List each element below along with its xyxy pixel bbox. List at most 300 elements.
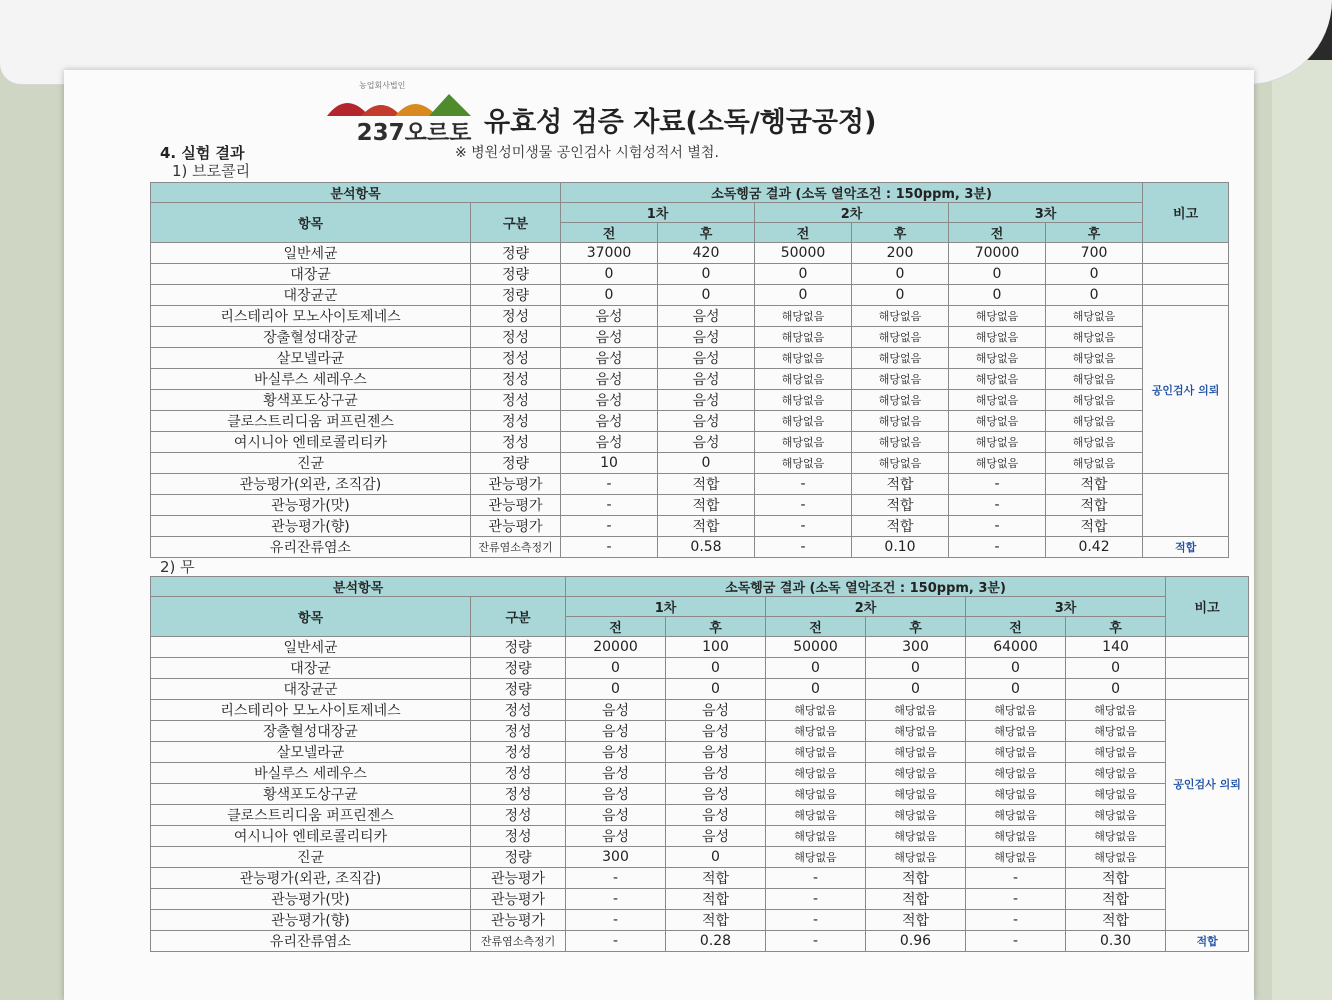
value-cell: 음성 bbox=[566, 721, 666, 742]
category-cell: 정량 bbox=[471, 264, 561, 285]
value-cell: 음성 bbox=[666, 805, 766, 826]
analysis-header: 분석항목 bbox=[151, 183, 561, 203]
item-cell: 유리잔류염소 bbox=[151, 537, 471, 558]
value-cell: 해당없음 bbox=[866, 721, 966, 742]
value-cell: 해당없음 bbox=[866, 700, 966, 721]
value-cell: 음성 bbox=[658, 390, 755, 411]
value-cell: 적합 bbox=[1046, 495, 1143, 516]
category-cell: 정성 bbox=[471, 432, 561, 453]
item-cell: 바실루스 세레우스 bbox=[151, 369, 471, 390]
table-row bbox=[151, 679, 1249, 700]
before-header: 전 bbox=[566, 617, 666, 637]
value-cell: 0 bbox=[666, 658, 766, 679]
item-cell: 클로스트리디움 퍼프린젠스 bbox=[151, 411, 471, 432]
table-row bbox=[151, 432, 1229, 453]
value-cell: 음성 bbox=[566, 826, 666, 847]
value-cell: 37000 bbox=[561, 243, 658, 264]
category-cell: 정량 bbox=[471, 453, 561, 474]
value-cell: - bbox=[566, 931, 666, 952]
value-cell: 해당없음 bbox=[1066, 721, 1166, 742]
value-cell: 해당없음 bbox=[966, 700, 1066, 721]
value-cell: - bbox=[561, 474, 658, 495]
value-cell: 음성 bbox=[566, 742, 666, 763]
attachment-note: ※ 병원성미생물 공인검사 시험성적서 별첨. bbox=[455, 145, 719, 161]
item-cell: 살모넬라균 bbox=[151, 348, 471, 369]
table-row bbox=[151, 868, 1249, 889]
after-header: 후 bbox=[852, 223, 949, 243]
category-cell: 정량 bbox=[471, 285, 561, 306]
category-cell: 정성 bbox=[471, 327, 561, 348]
value-cell: 해당없음 bbox=[949, 390, 1046, 411]
value-cell: - bbox=[949, 537, 1046, 558]
value-cell: 해당없음 bbox=[766, 742, 866, 763]
value-cell: 해당없음 bbox=[852, 327, 949, 348]
remark-cell bbox=[1166, 679, 1249, 700]
round2-header: 2차 bbox=[766, 597, 966, 617]
table-row bbox=[151, 763, 1249, 784]
value-cell: 해당없음 bbox=[966, 784, 1066, 805]
value-cell: 10 bbox=[561, 453, 658, 474]
remark-cell bbox=[1166, 637, 1249, 658]
value-cell: 음성 bbox=[561, 411, 658, 432]
value-cell: - bbox=[566, 868, 666, 889]
value-cell: 해당없음 bbox=[966, 721, 1066, 742]
value-cell: - bbox=[755, 537, 852, 558]
value-cell: 음성 bbox=[561, 369, 658, 390]
value-cell: 음성 bbox=[666, 721, 766, 742]
before-header: 전 bbox=[561, 223, 658, 243]
value-cell: 해당없음 bbox=[1066, 700, 1166, 721]
logo-text: 237오르토 bbox=[356, 120, 472, 146]
round3-header: 3차 bbox=[949, 203, 1143, 223]
value-cell: 해당없음 bbox=[866, 784, 966, 805]
value-cell: 해당없음 bbox=[852, 411, 949, 432]
value-cell: 해당없음 bbox=[1046, 327, 1143, 348]
value-cell: 해당없음 bbox=[766, 805, 866, 826]
value-cell: 해당없음 bbox=[1066, 763, 1166, 784]
category-cell: 정성 bbox=[471, 390, 561, 411]
value-cell: - bbox=[561, 516, 658, 537]
value-cell: 해당없음 bbox=[1066, 826, 1166, 847]
item-cell: 관능평가(향) bbox=[151, 910, 471, 931]
table-row bbox=[151, 637, 1249, 658]
value-cell: 음성 bbox=[658, 369, 755, 390]
result-header: 소독헹굼 결과 (소독 열악조건 : 150ppm, 3분) bbox=[561, 183, 1143, 203]
table-row bbox=[151, 537, 1229, 558]
item-cell: 일반세균 bbox=[151, 637, 471, 658]
value-cell: 음성 bbox=[566, 805, 666, 826]
item-cell: 대장균군 bbox=[151, 679, 471, 700]
remark-cell bbox=[1166, 868, 1249, 931]
item-cell: 관능평가(외관, 조직감) bbox=[151, 474, 471, 495]
result-header: 소독헹굼 결과 (소독 열악조건 : 150ppm, 3분) bbox=[566, 577, 1166, 597]
value-cell: 해당없음 bbox=[852, 369, 949, 390]
table-row bbox=[151, 784, 1249, 805]
value-cell: 해당없음 bbox=[949, 327, 1046, 348]
value-cell: 100 bbox=[666, 637, 766, 658]
table-row bbox=[151, 453, 1229, 474]
value-cell: 해당없음 bbox=[755, 306, 852, 327]
value-cell: 해당없음 bbox=[755, 390, 852, 411]
value-cell: 음성 bbox=[658, 411, 755, 432]
value-cell: 음성 bbox=[561, 306, 658, 327]
value-cell: 0 bbox=[1046, 264, 1143, 285]
value-cell: 해당없음 bbox=[755, 411, 852, 432]
value-cell: 0 bbox=[966, 679, 1066, 700]
item-cell: 진균 bbox=[151, 847, 471, 868]
before-header: 전 bbox=[755, 223, 852, 243]
after-header: 후 bbox=[1046, 223, 1143, 243]
value-cell: - bbox=[949, 495, 1046, 516]
item-cell: 일반세균 bbox=[151, 243, 471, 264]
table-row bbox=[151, 658, 1249, 679]
value-cell: 0.58 bbox=[658, 537, 755, 558]
value-cell: 해당없음 bbox=[949, 411, 1046, 432]
value-cell: 0 bbox=[755, 285, 852, 306]
value-cell: 50000 bbox=[766, 637, 866, 658]
category-cell: 관능평가 bbox=[471, 910, 566, 931]
value-cell: - bbox=[566, 910, 666, 931]
value-cell: 0 bbox=[658, 285, 755, 306]
value-cell: 해당없음 bbox=[866, 742, 966, 763]
value-cell: 해당없음 bbox=[852, 306, 949, 327]
value-cell: 해당없음 bbox=[766, 700, 866, 721]
value-cell: 해당없음 bbox=[1046, 306, 1143, 327]
table-row bbox=[151, 721, 1249, 742]
item-cell: 진균 bbox=[151, 453, 471, 474]
item-header: 항목 bbox=[151, 203, 471, 243]
value-cell: 해당없음 bbox=[949, 453, 1046, 474]
value-cell: 해당없음 bbox=[766, 763, 866, 784]
category-cell: 정성 bbox=[471, 700, 566, 721]
value-cell: 해당없음 bbox=[852, 348, 949, 369]
value-cell: 적합 bbox=[1046, 516, 1143, 537]
item-cell: 관능평가(향) bbox=[151, 516, 471, 537]
value-cell: 해당없음 bbox=[966, 763, 1066, 784]
value-cell: 해당없음 bbox=[755, 432, 852, 453]
category-cell: 관능평가 bbox=[471, 474, 561, 495]
value-cell: 0 bbox=[561, 285, 658, 306]
value-cell: 해당없음 bbox=[766, 847, 866, 868]
after-header: 후 bbox=[1066, 617, 1166, 637]
category-cell: 정성 bbox=[471, 784, 566, 805]
remark-ok-cell: 적합 bbox=[1143, 537, 1229, 558]
value-cell: 해당없음 bbox=[866, 763, 966, 784]
table-row bbox=[151, 243, 1229, 264]
before-header: 전 bbox=[966, 617, 1066, 637]
value-cell: 0 bbox=[666, 679, 766, 700]
value-cell: 해당없음 bbox=[755, 327, 852, 348]
value-cell: 해당없음 bbox=[1066, 805, 1166, 826]
value-cell: 0.10 bbox=[852, 537, 949, 558]
value-cell: 적합 bbox=[666, 910, 766, 931]
remark-lab-cell: 공인검사 의뢰 bbox=[1166, 700, 1249, 868]
value-cell: 음성 bbox=[658, 306, 755, 327]
value-cell: 적합 bbox=[852, 474, 949, 495]
remark-cell bbox=[1143, 285, 1229, 306]
value-cell: 음성 bbox=[566, 784, 666, 805]
value-cell: 50000 bbox=[755, 243, 852, 264]
value-cell: 해당없음 bbox=[766, 784, 866, 805]
value-cell: 음성 bbox=[666, 784, 766, 805]
before-header: 전 bbox=[766, 617, 866, 637]
value-cell: 64000 bbox=[966, 637, 1066, 658]
item-cell: 장출혈성대장균 bbox=[151, 327, 471, 348]
value-cell: 0 bbox=[1066, 658, 1166, 679]
value-cell: 해당없음 bbox=[1066, 742, 1166, 763]
remark-cell bbox=[1166, 658, 1249, 679]
value-cell: 음성 bbox=[566, 700, 666, 721]
value-cell: 해당없음 bbox=[1046, 369, 1143, 390]
category-cell: 정성 bbox=[471, 805, 566, 826]
item-cell: 여시니아 엔테로콜리티카 bbox=[151, 432, 471, 453]
value-cell: - bbox=[766, 868, 866, 889]
table-row bbox=[151, 742, 1249, 763]
subsection-broccoli: 1) 브로콜리 bbox=[172, 162, 251, 180]
value-cell: 적합 bbox=[866, 889, 966, 910]
remark-cell bbox=[1143, 474, 1229, 537]
remark-cell bbox=[1143, 264, 1229, 285]
value-cell: 20000 bbox=[566, 637, 666, 658]
category-cell: 관능평가 bbox=[471, 516, 561, 537]
after-header: 후 bbox=[866, 617, 966, 637]
value-cell: 해당없음 bbox=[1046, 411, 1143, 432]
table-row bbox=[151, 931, 1249, 952]
value-cell: 음성 bbox=[561, 327, 658, 348]
table-row bbox=[151, 910, 1249, 931]
item-cell: 여시니아 엔테로콜리티카 bbox=[151, 826, 471, 847]
value-cell: 음성 bbox=[561, 432, 658, 453]
category-cell: 정량 bbox=[471, 637, 566, 658]
value-cell: - bbox=[561, 537, 658, 558]
value-cell: 해당없음 bbox=[766, 826, 866, 847]
table-row bbox=[151, 327, 1229, 348]
value-cell: 해당없음 bbox=[966, 847, 1066, 868]
item-cell: 관능평가(맛) bbox=[151, 889, 471, 910]
value-cell: 300 bbox=[566, 847, 666, 868]
category-cell: 잔류염소측정기 bbox=[471, 931, 566, 952]
logo-small-text: 농업회사법인 bbox=[359, 81, 406, 90]
value-cell: 음성 bbox=[658, 348, 755, 369]
value-cell: - bbox=[966, 910, 1066, 931]
value-cell: 0 bbox=[766, 679, 866, 700]
table-row bbox=[151, 285, 1229, 306]
value-cell: 0.28 bbox=[666, 931, 766, 952]
value-cell: 200 bbox=[852, 243, 949, 264]
round1-header: 1차 bbox=[566, 597, 766, 617]
value-cell: 해당없음 bbox=[866, 826, 966, 847]
value-cell: - bbox=[766, 931, 866, 952]
value-cell: - bbox=[949, 516, 1046, 537]
value-cell: 해당없음 bbox=[866, 805, 966, 826]
table-row bbox=[151, 826, 1249, 847]
value-cell: 해당없음 bbox=[852, 453, 949, 474]
value-cell: 300 bbox=[866, 637, 966, 658]
value-cell: 해당없음 bbox=[966, 826, 1066, 847]
round3-header: 3차 bbox=[966, 597, 1166, 617]
value-cell: 0 bbox=[866, 658, 966, 679]
value-cell: - bbox=[566, 889, 666, 910]
value-cell: 음성 bbox=[666, 826, 766, 847]
item-header: 항목 bbox=[151, 597, 471, 637]
value-cell: 음성 bbox=[566, 763, 666, 784]
remark-lab-cell: 공인검사 의뢰 bbox=[1143, 306, 1229, 474]
value-cell: 적합 bbox=[1066, 868, 1166, 889]
value-cell: - bbox=[561, 495, 658, 516]
value-cell: 해당없음 bbox=[949, 432, 1046, 453]
value-cell: 음성 bbox=[666, 742, 766, 763]
item-cell: 장출혈성대장균 bbox=[151, 721, 471, 742]
binder-edge bbox=[1272, 60, 1332, 1000]
table-row bbox=[151, 495, 1229, 516]
page-title: 유효성 검증 자료(소독/헹굼공정) bbox=[484, 107, 877, 138]
value-cell: 0 bbox=[566, 679, 666, 700]
item-cell: 관능평가(맛) bbox=[151, 495, 471, 516]
value-cell: 140 bbox=[1066, 637, 1166, 658]
value-cell: 음성 bbox=[666, 763, 766, 784]
remark-ok-cell: 적합 bbox=[1166, 931, 1249, 952]
value-cell: 0 bbox=[866, 679, 966, 700]
category-cell: 정량 bbox=[471, 847, 566, 868]
value-cell: 해당없음 bbox=[966, 742, 1066, 763]
value-cell: 해당없음 bbox=[852, 432, 949, 453]
after-header: 후 bbox=[666, 617, 766, 637]
value-cell: 적합 bbox=[666, 868, 766, 889]
category-cell: 정량 bbox=[471, 658, 566, 679]
value-cell: 적합 bbox=[852, 495, 949, 516]
value-cell: 적합 bbox=[866, 910, 966, 931]
item-cell: 클로스트리디움 퍼프린젠스 bbox=[151, 805, 471, 826]
table-row bbox=[151, 474, 1229, 495]
table-row bbox=[151, 889, 1249, 910]
table-row bbox=[151, 805, 1249, 826]
value-cell: 적합 bbox=[1066, 889, 1166, 910]
value-cell: 해당없음 bbox=[755, 369, 852, 390]
round2-header: 2차 bbox=[755, 203, 949, 223]
value-cell: 해당없음 bbox=[1066, 847, 1166, 868]
value-cell: - bbox=[966, 889, 1066, 910]
value-cell: 0 bbox=[566, 658, 666, 679]
category-cell: 정성 bbox=[471, 763, 566, 784]
radish-results-table bbox=[150, 576, 1249, 952]
value-cell: 적합 bbox=[658, 474, 755, 495]
value-cell: - bbox=[966, 931, 1066, 952]
value-cell: 음성 bbox=[561, 348, 658, 369]
value-cell: 0 bbox=[658, 264, 755, 285]
after-header: 후 bbox=[658, 223, 755, 243]
value-cell: - bbox=[755, 474, 852, 495]
item-cell: 대장균군 bbox=[151, 285, 471, 306]
value-cell: 해당없음 bbox=[766, 721, 866, 742]
value-cell: - bbox=[966, 868, 1066, 889]
category-cell: 정성 bbox=[471, 369, 561, 390]
value-cell: 420 bbox=[658, 243, 755, 264]
value-cell: 해당없음 bbox=[949, 369, 1046, 390]
value-cell: 0 bbox=[852, 285, 949, 306]
round1-header: 1차 bbox=[561, 203, 755, 223]
value-cell: 0 bbox=[658, 453, 755, 474]
table-row bbox=[151, 348, 1229, 369]
item-cell: 황색포도상구균 bbox=[151, 784, 471, 805]
table-row bbox=[151, 700, 1249, 721]
section-heading: 4. 실험 결과 bbox=[160, 144, 245, 162]
value-cell: 적합 bbox=[866, 868, 966, 889]
value-cell: 0 bbox=[966, 658, 1066, 679]
item-cell: 유리잔류염소 bbox=[151, 931, 471, 952]
value-cell: 적합 bbox=[1046, 474, 1143, 495]
item-cell: 리스테리아 모노사이토제네스 bbox=[151, 306, 471, 327]
value-cell: 음성 bbox=[561, 390, 658, 411]
value-cell: 0 bbox=[1046, 285, 1143, 306]
item-cell: 바실루스 세레우스 bbox=[151, 763, 471, 784]
value-cell: - bbox=[949, 474, 1046, 495]
value-cell: 해당없음 bbox=[949, 306, 1046, 327]
value-cell: 0 bbox=[949, 264, 1046, 285]
value-cell: 음성 bbox=[658, 327, 755, 348]
value-cell: 해당없음 bbox=[755, 453, 852, 474]
category-cell: 정성 bbox=[471, 306, 561, 327]
category-cell: 정량 bbox=[471, 679, 566, 700]
value-cell: 음성 bbox=[658, 432, 755, 453]
category-cell: 정성 bbox=[471, 348, 561, 369]
value-cell: 해당없음 bbox=[1046, 432, 1143, 453]
value-cell: 해당없음 bbox=[1046, 348, 1143, 369]
company-logo bbox=[319, 80, 509, 146]
remark-header: 비고 bbox=[1166, 577, 1249, 637]
value-cell: 적합 bbox=[1066, 910, 1166, 931]
value-cell: 해당없음 bbox=[755, 348, 852, 369]
value-cell: 0 bbox=[949, 285, 1046, 306]
value-cell: 적합 bbox=[666, 889, 766, 910]
before-header: 전 bbox=[949, 223, 1046, 243]
value-cell: - bbox=[755, 516, 852, 537]
value-cell: 0.42 bbox=[1046, 537, 1143, 558]
value-cell: 적합 bbox=[658, 495, 755, 516]
value-cell: 해당없음 bbox=[852, 390, 949, 411]
table-row bbox=[151, 306, 1229, 327]
item-cell: 황색포도상구균 bbox=[151, 390, 471, 411]
item-cell: 관능평가(외관, 조직감) bbox=[151, 868, 471, 889]
value-cell: 0 bbox=[561, 264, 658, 285]
table-row bbox=[151, 411, 1229, 432]
value-cell: 해당없음 bbox=[949, 348, 1046, 369]
category-cell: 정성 bbox=[471, 411, 561, 432]
value-cell: 700 bbox=[1046, 243, 1143, 264]
value-cell: - bbox=[755, 495, 852, 516]
value-cell: 70000 bbox=[949, 243, 1046, 264]
value-cell: 적합 bbox=[852, 516, 949, 537]
value-cell: 해당없음 bbox=[1066, 784, 1166, 805]
value-cell: 해당없음 bbox=[866, 847, 966, 868]
analysis-header: 분석항목 bbox=[151, 577, 566, 597]
value-cell: 해당없음 bbox=[966, 805, 1066, 826]
value-cell: 0 bbox=[766, 658, 866, 679]
value-cell: 0.30 bbox=[1066, 931, 1166, 952]
category-cell: 잔류염소측정기 bbox=[471, 537, 561, 558]
subsection-radish: 2) 무 bbox=[160, 558, 195, 576]
item-cell: 리스테리아 모노사이토제네스 bbox=[151, 700, 471, 721]
remark-header: 비고 bbox=[1143, 183, 1229, 243]
value-cell: - bbox=[766, 889, 866, 910]
value-cell: 해당없음 bbox=[1046, 390, 1143, 411]
value-cell: 적합 bbox=[658, 516, 755, 537]
table-row bbox=[151, 390, 1229, 411]
category-cell: 관능평가 bbox=[471, 868, 566, 889]
category-cell: 정량 bbox=[471, 243, 561, 264]
value-cell: - bbox=[766, 910, 866, 931]
table-row bbox=[151, 369, 1229, 390]
value-cell: 0 bbox=[1066, 679, 1166, 700]
